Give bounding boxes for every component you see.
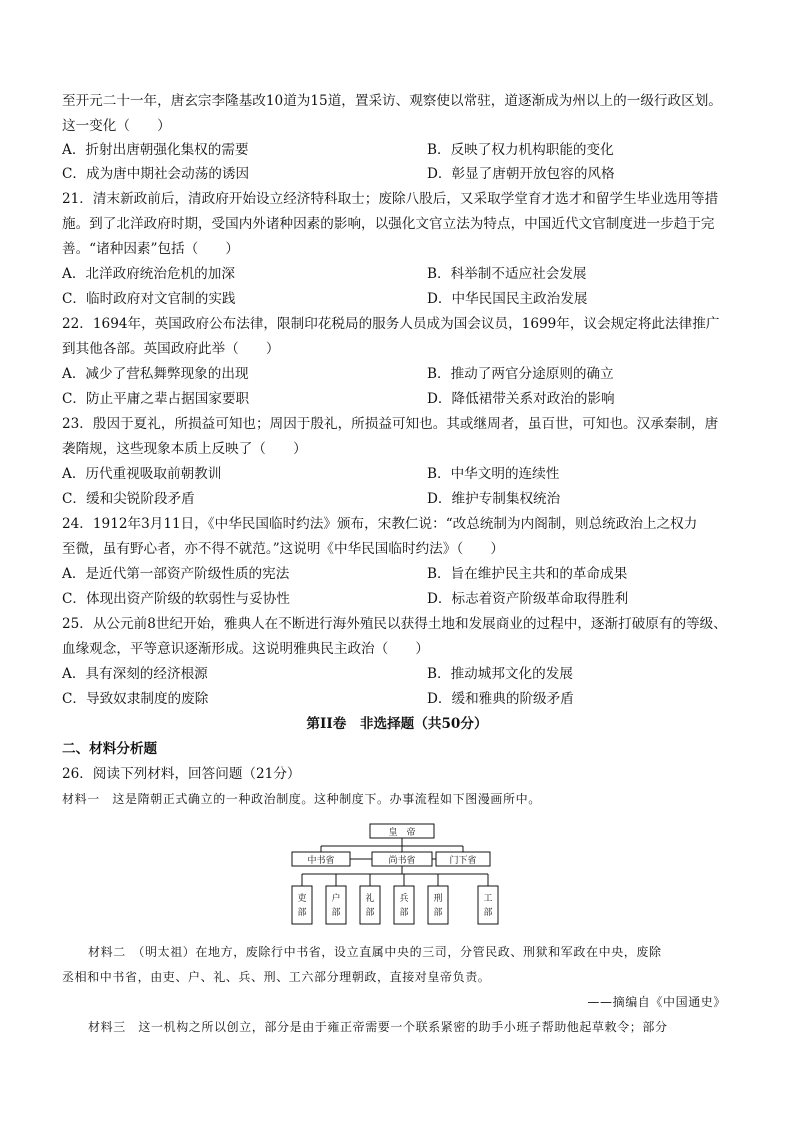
q25-option-d: D．缓和雅典的阶级矛盾: [427, 691, 574, 707]
section-title: 二、材料分析题: [62, 741, 158, 757]
q25-stem-line2: 血缘观念，平等意识逐渐形成。这说明雅典民主政治（ ）: [62, 641, 430, 657]
q23-stem-line2: 袭隋规，这些现象本质上反映了（ ）: [62, 441, 307, 457]
q24-option-d: D．标志着资产阶级革命取得胜利: [427, 591, 629, 607]
q21-stem-line2: 施。到了北洋政府时期，受国内外诸种因素的影响，以强化文官立法为特点，中国近代文官制度进一步趋于完: [62, 216, 715, 232]
q25-option-b: B．推动城邦文化的发展: [427, 666, 573, 682]
q23-option-b: B．中华文明的连续性: [427, 466, 560, 482]
q22-option-c: C．防止平庸之辈占据国家要职: [62, 391, 250, 407]
q26-stem: 26．阅读下列材料，回答问题（21分）: [62, 766, 301, 782]
shangshu-label: 尚书省: [388, 856, 416, 866]
q20-option-a: A．折射出唐朝强化集权的需要: [62, 142, 249, 158]
q24-option-a: A．是近代第一部资产阶级性质的宪法: [62, 566, 290, 582]
q21-option-d: D．中华民国民主政治发展: [427, 291, 588, 307]
material-3-line1: 材料三 这一机构之所以创立，部分是由于雍正帝需要一个联系紧密的助手小班子帮助他起草敕令；部分: [88, 1020, 668, 1034]
ministry-label-2-char-1: 部: [365, 908, 375, 918]
ministry-label-2-char-0: 礼: [365, 894, 375, 904]
part2-header: 第II卷 非选择题（共50分）: [306, 716, 488, 732]
q20-stem-line1: 至开元二十一年，唐玄宗李隆基改10道为15道，置采访、观察使以常驻，道逐渐成为州以上的一级行政区划。: [62, 93, 722, 109]
material-1: 材料一 这是隋朝正式确立的一种政治制度。这种制度下。办事流程如下图漫画所中。: [62, 792, 541, 806]
ministry-label-0-char-1: 部: [297, 908, 307, 918]
q22-stem-line1: 22．1694年，英国政府公布法律，限制印花税局的服务人员成为国会议员，1699年，议会规定将此法律推广: [62, 316, 720, 332]
q21-option-b: B．科举制不适应社会发展: [427, 266, 587, 282]
q23-option-c: C．缓和尖锐阶段矛盾: [62, 491, 195, 507]
q25-option-c: C．导致奴隶制度的废除: [62, 691, 209, 707]
ministry-label-4-char-0: 刑: [433, 894, 443, 904]
q23-option-d: D．维护专制集权统治: [427, 491, 561, 507]
ministry-box-1: [326, 886, 346, 924]
q20-stem-line2: 这一变化（ ）: [62, 118, 171, 134]
ministry-box-2: [360, 886, 380, 924]
q25-stem-line1: 25．从公元前8世纪开始，雅典人在不断进行海外殖民以获得土地和发展商业的过程中，逐渐打破原有的等级、: [62, 616, 727, 632]
q24-stem-line1: 24．1912年3月11日，《中华民国临时约法》颁布，宋教仁说：“改总统制为内阁制，则总统政治上之权力: [62, 516, 698, 532]
ministry-label-1-char-0: 户: [331, 894, 341, 904]
ministry-box-3: [394, 886, 414, 924]
ministry-box-4: [428, 886, 448, 924]
ministry-box-0: [292, 886, 312, 924]
ministry-label-5-char-0: 工: [483, 894, 493, 904]
q20-option-d: D．彰显了唐朝开放包容的风格: [427, 166, 615, 182]
ministry-label-0-char-0: 吏: [297, 894, 307, 904]
q21-option-a: A．北洋政府统治危机的加深: [62, 266, 235, 282]
three-departments-six-ministries-diagram: [286, 822, 510, 940]
q21-stem-line1: 21．清末新政前后，清政府开始设立经济特科取士；废除八股后，又采取学堂育才选才和留学生毕业选用等措: [62, 191, 719, 207]
ministry-label-3-char-1: 部: [399, 908, 409, 918]
material-2-line1: 材料二 （明太祖）在地方，废除行中书省，设立直属中央的三司，分管民政、刑狱和军政在中央，废除: [88, 945, 662, 959]
q22-option-a: A．减少了营私舞弊现象的出现: [62, 366, 249, 382]
emperor-label: 皇 帝: [388, 828, 416, 838]
q23-option-a: A．历代重视吸取前朝教训: [62, 466, 222, 482]
zhongshu-label: 中书省: [307, 856, 335, 866]
q22-stem-line2: 到其他各部。英国政府此举（ ）: [62, 341, 280, 357]
q22-option-d: D．降低裙带关系对政治的影响: [427, 391, 615, 407]
menxia-label: 门下省: [449, 856, 477, 866]
q24-option-b: B．旨在维护民主共和的革命成果: [427, 566, 628, 582]
q24-option-c: C．体现出资产阶级的软弱性与妥协性: [62, 591, 290, 607]
q23-stem-line1: 23．殷因于夏礼，所损益可知也；周因于殷礼，所损益可知也。其或继周者，虽百世，可知也。汉承秦制，唐: [62, 416, 719, 432]
q21-stem-line3: 善。“诸种因素”包括（ ）: [62, 241, 240, 257]
q25-option-a: A．具有深刻的经济根源: [62, 666, 208, 682]
q24-stem-line2: 至微，虽有野心者，亦不得不就范。”这说明《中华民国临时约法》（ ）: [62, 541, 504, 557]
q20-option-c: C．成为唐中期社会动荡的诱因: [62, 166, 250, 182]
ministry-label-3-char-0: 兵: [399, 894, 409, 904]
material-2-source: ——摘编自《中国通史》: [587, 995, 726, 1009]
ministry-box-5: [478, 886, 498, 924]
ministry-label-5-char-1: 部: [483, 908, 493, 918]
q21-option-c: C．临时政府对文官制的实践: [62, 291, 236, 307]
q20-option-b: B．反映了权力机构职能的变化: [427, 142, 614, 158]
q22-option-b: B．推动了两官分途原则的确立: [427, 366, 614, 382]
ministry-label-1-char-1: 部: [331, 908, 341, 918]
material-2-line2: 丞相和中书省，由吏、户、礼、兵、刑、工六部分理朝政，直接对皇帝负责。: [62, 970, 491, 984]
ministry-label-4-char-1: 部: [433, 908, 443, 918]
